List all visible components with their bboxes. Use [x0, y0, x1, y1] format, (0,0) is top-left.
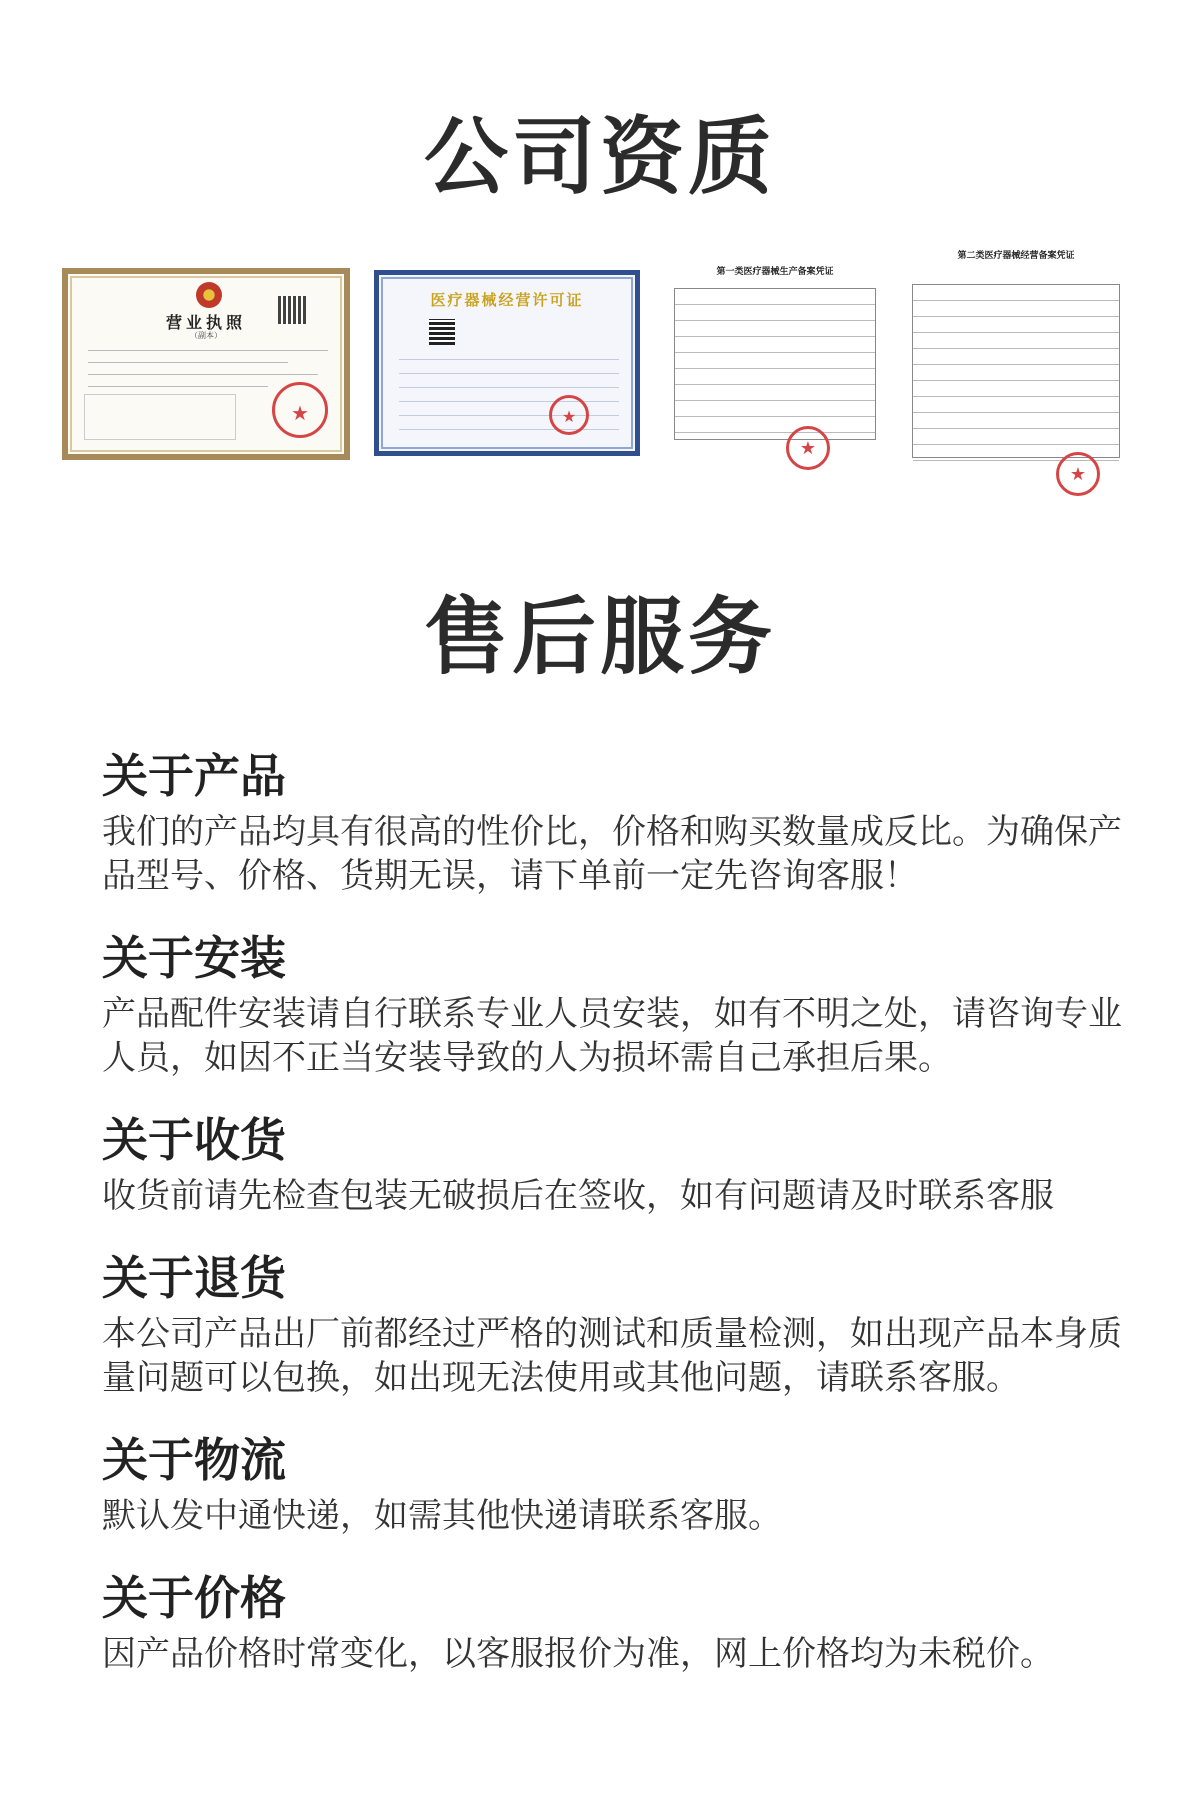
topic-heading: 关于价格	[102, 1571, 286, 1625]
red-seal-icon: ★	[1056, 452, 1100, 496]
license-subtitle: （副本）	[190, 331, 222, 340]
medical-device-license-image	[374, 270, 640, 456]
topic-logistics	[102, 1432, 1122, 1538]
topic-body: 收货前请先检查包装无破损后在签收，如有问题请及时联系客服	[102, 1176, 1054, 1216]
topic-product	[102, 748, 1122, 898]
class1-filing-certificate-image	[668, 262, 882, 480]
filing2-title: 第二类医疗器械经营备案凭证	[957, 251, 1075, 261]
red-seal-icon: ★	[549, 395, 589, 435]
business-license-image	[62, 268, 350, 460]
after-sales-title: 售后服务	[423, 588, 776, 686]
qr-code-icon	[278, 296, 306, 324]
topic-heading: 关于物流	[102, 1433, 286, 1487]
filing1-title: 第一类医疗器械生产备案凭证	[716, 267, 834, 277]
topic-receiving	[102, 1112, 1122, 1218]
topic-heading: 关于收货	[102, 1113, 286, 1167]
red-seal-icon: ★	[272, 382, 328, 438]
topic-body: 我们的产品均具有很高的性价比，价格和购买数量成反比。为确保产品型号、价格、货期无误，请下单前一定先咨询客服！	[102, 812, 1122, 896]
topic-body: 因产品价格时常变化，以客服报价为准，网上价格均为未税价。	[102, 1634, 1054, 1674]
topic-heading: 关于退货	[102, 1251, 286, 1305]
topic-pricing	[102, 1570, 1122, 1676]
topic-heading: 关于安装	[102, 931, 286, 985]
national-emblem-icon	[196, 282, 222, 308]
class2-filing-certificate-image	[906, 246, 1126, 510]
topic-body: 产品配件安装请自行联系专业人员安装，如有不明之处，请咨询专业人员，如因不正当安装导致的人为损坏需自己承担后果。	[102, 994, 1122, 1078]
topic-body: 默认发中通快递，如需其他快递请联系客服。	[102, 1496, 782, 1536]
topic-body: 本公司产品出厂前都经过严格的测试和质量检测，如出现产品本身质量问题可以包换，如出现无法使用或其他问题，请联系客服。	[102, 1314, 1122, 1398]
topic-installation	[102, 930, 1122, 1080]
license-title: 营业执照	[165, 313, 246, 332]
red-seal-icon: ★	[786, 426, 830, 470]
topic-returns	[102, 1250, 1122, 1400]
qr-code-icon	[429, 319, 455, 345]
qualification-title: 公司资质	[423, 108, 776, 206]
medical-license-title: 医疗器械经营许可证	[430, 291, 584, 309]
topic-heading: 关于产品	[102, 749, 286, 803]
